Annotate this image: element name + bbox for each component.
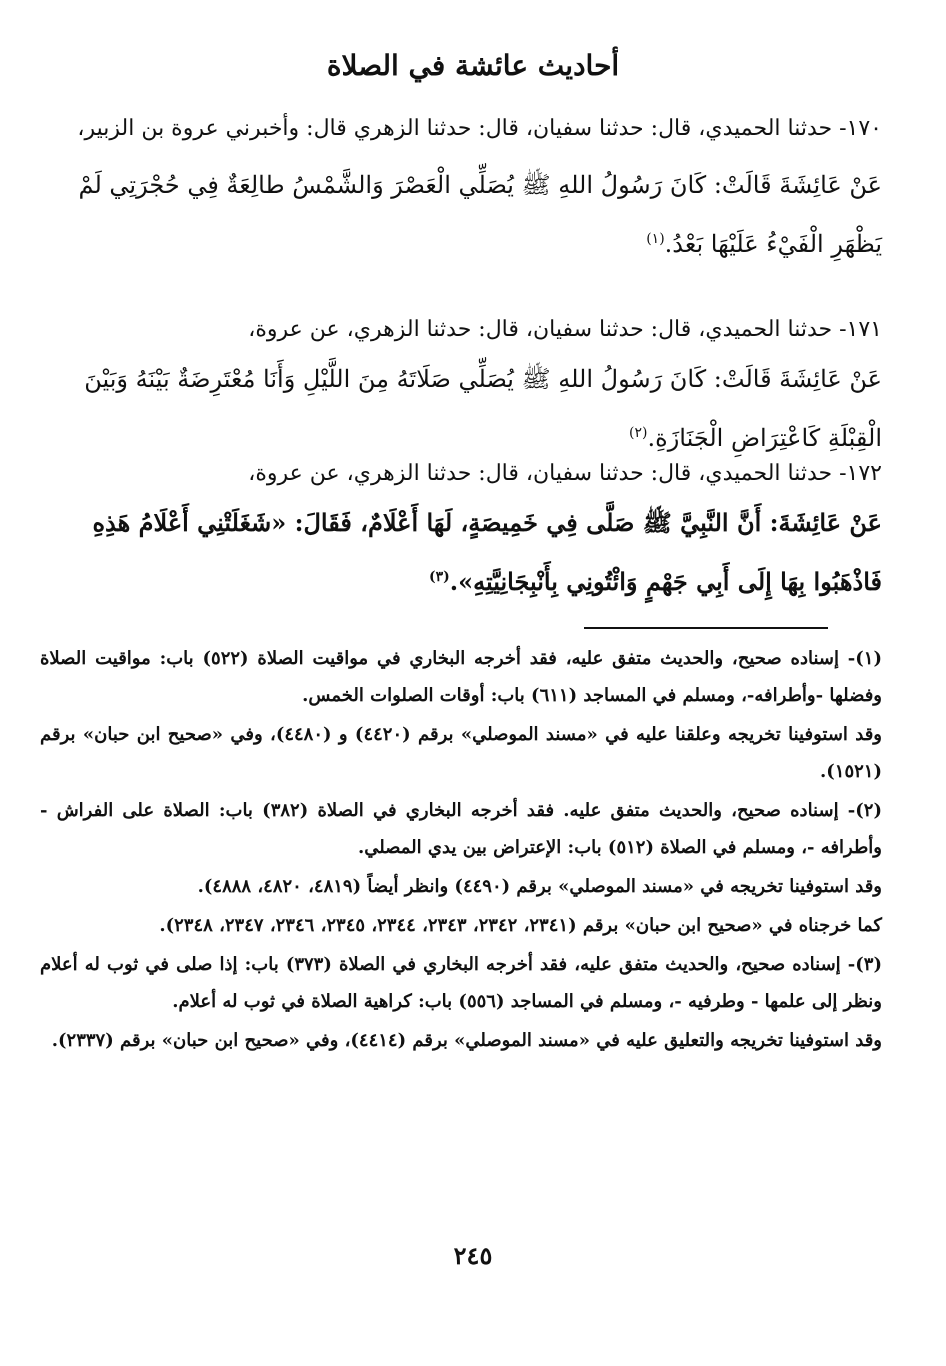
footnote-1-para: وقد استوفينا تخريجه وعلقنا عليه في «مسند الموصلي» برقم (٤٤٢٠) و (٤٤٨٠)، وفي «صحيح ابن حبان» برقم (١٥٢١). — [40, 724, 882, 782]
footnote-3-para: (٣)- إسناده صحيح، والحديث متفق عليه، فقد أخرجه البخاري في الصلاة (٣٧٣) باب: إذا صلى في ثوب له أعلام ونظر إلى علمها - وطرفيه -، ومسلم في المساجد (٥٥٦) باب: كراهية الصلاة في ثوب له أعلام. — [40, 954, 882, 1012]
hadith-172-matn — [48, 496, 882, 609]
footnote-mark-1: (١) — [646, 231, 665, 247]
hadith-170-text: عَنْ عَائِشَةَ قَالَتْ: كَانَ رَسُولُ اللهِ ﷺ يُصَلِّي الْعَصْرَ وَالشَّمْسُ طالِعَةٌ فِي حُجْرَتِي لَمْ يَظْهَرِ الْفَيْءُ عَلَيْهَا بَعْدُ. — [78, 171, 882, 258]
hadith-170 — [48, 100, 882, 271]
footnote-separator — [584, 627, 828, 629]
footnote-2 — [40, 792, 882, 944]
footnote-3 — [40, 946, 882, 1059]
chapter-title: أحاديث عائشة في الصلاة — [326, 49, 620, 82]
hadith-172-text: عَنْ عَائِشَةَ: أَنَّ النَّبِيَّ ﷺ صَلَّى فِي خَمِيصَةٍ، لَهَا أَعْلَامٌ، فَقَالَ: «شَغَلَتْنِي أَعْلَامُ هَذِهِ فَاذْهَبُوا بِهَا إِلَى أَبِي جَهْمٍ وَائْتُونِي بِأَنْبِجَانِيَّتِهِ». — [92, 508, 882, 596]
footnote-mark-2: (٢) — [629, 425, 648, 441]
footnote-1 — [40, 640, 882, 790]
page-number: ٢٤٥ — [453, 1241, 493, 1270]
hadith-171-sanad: ١٧١- حدثنا الحميدي، قال: حدثنا سفيان، قال: حدثنا الزهري، عن عروة، — [248, 317, 882, 342]
hadith-170-sanad: ١٧٠- حدثنا الحميدي، قال: حدثنا سفيان، قال: حدثنا الزهري قال: وأخبرني عروة بن الزبير، — [77, 116, 882, 141]
footnote-2-para: كما خرجناه في «صحيح ابن حبان» برقم (٢٣٤١، ٢٣٤٢، ٢٣٤٣، ٢٣٤٤، ٢٣٤٥، ٢٣٤٦، ٢٣٤٧، ٢٣٤٨). — [159, 915, 882, 936]
hadith-172 — [48, 452, 882, 609]
footnote-mark-3: (٣) — [429, 569, 450, 585]
hadith-172-sanad: ١٧٢- حدثنا الحميدي، قال: حدثنا سفيان، قال: حدثنا الزهري، عن عروة، — [248, 461, 882, 486]
hadith-171-matn — [48, 352, 882, 465]
hadith-171-text: عَنْ عَائِشَةَ قَالَتْ: كَانَ رَسُولُ اللهِ ﷺ يُصَلِّي صَلَاتَهُ مِنَ اللَّيْلِ وَأَنَا مُعْتَرِضَةٌ بَيْنَهُ وَبَيْنَ الْقِبْلَةِ كَاعْتِرَاضِ الْجَنَازَةِ. — [84, 365, 882, 452]
hadith-171 — [48, 308, 882, 465]
footnote-2-para: (٢)- إسناده صحيح، والحديث متفق عليه. فقد أخرجه البخاري في الصلاة (٣٨٢) باب: الصلاة على الفراش - وأطرافه -، ومسلم في الصلاة (٥١٢) باب: الإعتراض بين يدي المصلي. — [40, 800, 882, 858]
footnote-1-para: (١)- إسناده صحيح، والحديث متفق عليه، فقد أخرجه البخاري في مواقيت الصلاة (٥٢٢) باب: مواقيت الصلاة وفضلها -وأطرافه-، ومسلم في المساجد (٦١١) باب: أوقات الصلوات الخمس. — [40, 648, 882, 706]
footnote-3-para: وقد استوفينا تخريجه والتعليق عليه في «مسند الموصلي» برقم (٤٤١٤)، وفي «صحيح ابن حبان» برقم (٢٣٣٧). — [51, 1030, 882, 1051]
hadith-170-matn — [48, 158, 882, 271]
footnote-2-para: وقد استوفينا تخريجه في «مسند الموصلي» برقم (٤٤٩٠) وانظر أيضاً (٤٨١٩، ٤٨٢٠، ٤٨٨٨). — [197, 876, 882, 897]
footnotes — [40, 640, 882, 1061]
